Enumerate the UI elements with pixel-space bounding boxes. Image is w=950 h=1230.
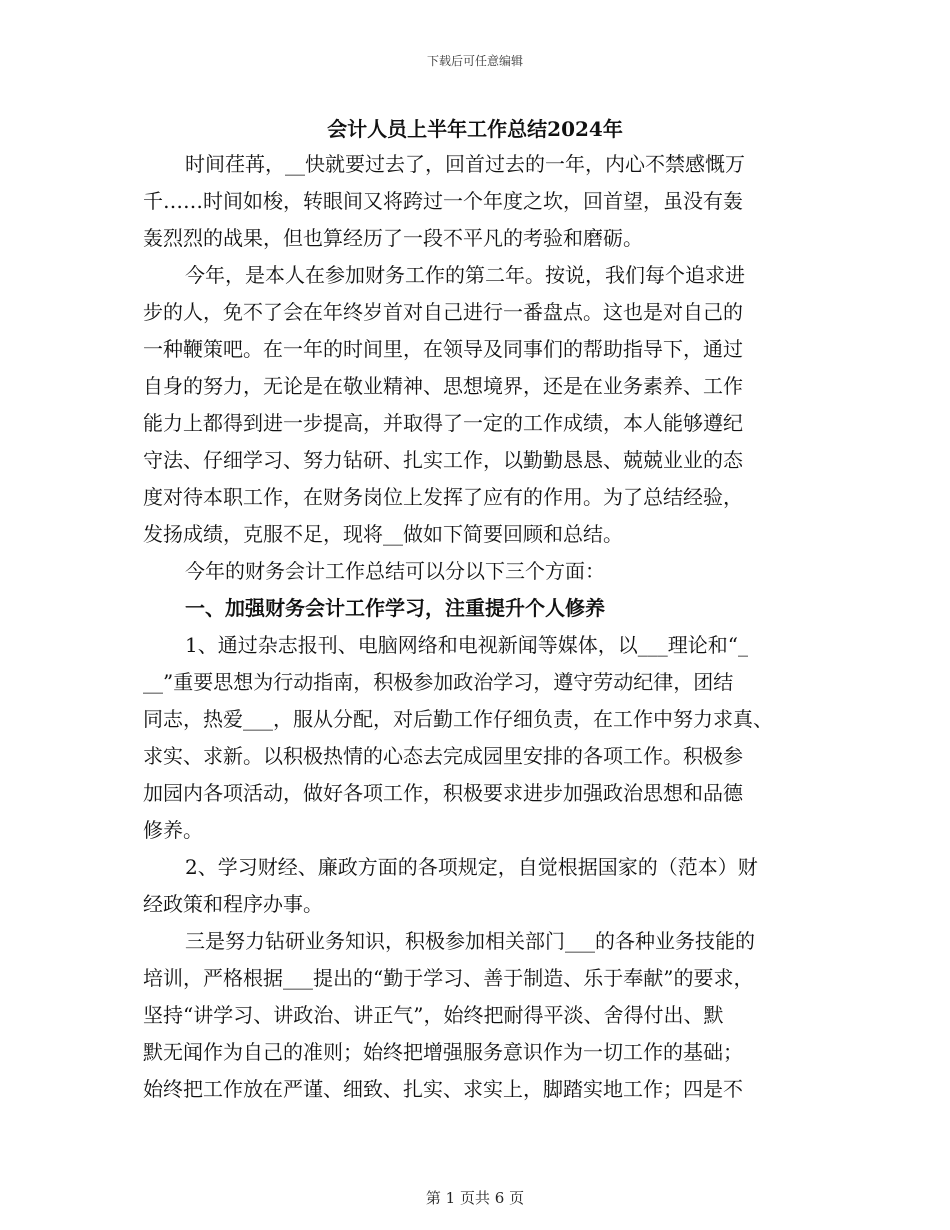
paragraph-line: __”重要思想为行动指南，积极参加政治学习，遵守劳动纪律，团结 bbox=[143, 670, 734, 694]
paragraph-line: 步的人，免不了会在年终岁首对自己进行一番盘点。这也是对自己的 bbox=[143, 300, 743, 324]
paragraph-line: 今年的财务会计工作总结可以分以下三个方面： bbox=[185, 559, 605, 583]
paragraph-line: 一种鞭策吧。在一年的时间里，在领导及同事们的帮助指导下，通过 bbox=[143, 337, 743, 361]
paragraph-line: 默无闻作为自己的准则；始终把增强服务意识作为一切工作的基础； bbox=[143, 1040, 743, 1064]
paragraph-line: 时间荏苒，__快就要过去了，回首过去的一年，内心不禁感慨万 bbox=[185, 152, 745, 176]
paragraph-line: 1、通过杂志报刊、电脑网络和电视新闻等媒体，以___理论和“_ bbox=[185, 633, 748, 657]
paragraph-line: 千……时间如梭，转眼间又将跨过一个年度之坎，回首望，虽没有轰 bbox=[143, 189, 743, 213]
paragraph-line: 自身的努力，无论是在敬业精神、思想境界，还是在业务素养、工作 bbox=[143, 374, 743, 398]
paragraph-line: 守法、仔细学习、努力钻研、扎实工作，以勤勤恳恳、兢兢业业的态 bbox=[143, 448, 743, 472]
document-title: 会计人员上半年工作总结2024年 bbox=[327, 117, 623, 141]
paragraph-line: 2、学习财经、廉政方面的各项规定，自觉根据国家的（范本）财 bbox=[185, 855, 758, 879]
page-footer: 第 1 页共 6 页 bbox=[425, 1189, 525, 1207]
paragraph-line: 今年，是本人在参加财务工作的第二年。按说，我们每个追求进 bbox=[185, 263, 745, 287]
paragraph-line: 修养。 bbox=[143, 818, 203, 842]
paragraph-line: 坚持“讲学习、讲政治、讲正气”，始终把耐得平淡、舍得付出、默 bbox=[143, 1003, 724, 1027]
section-heading: 一、加强财务会计工作学习，注重提升个人修养 bbox=[185, 596, 605, 620]
paragraph-line: 发扬成绩，克服不足，现将__做如下简要回顾和总结。 bbox=[143, 522, 623, 546]
paragraph-line: 度对待本职工作，在财务岗位上发挥了应有的作用。为了总结经验， bbox=[143, 485, 743, 509]
paragraph-line: 同志，热爱___，服从分配，对后勤工作仔细负责，在工作中努力求真、 bbox=[143, 707, 773, 731]
page-header: 下载后可任意编辑 bbox=[426, 54, 523, 68]
paragraph-line: 始终把工作放在严谨、细致、扎实、求实上，脚踏实地工作；四是不 bbox=[143, 1077, 743, 1101]
paragraph-line: 能力上都得到进一步提高，并取得了一定的工作成绩，本人能够遵纪 bbox=[143, 411, 743, 435]
paragraph-line: 加园内各项活动，做好各项工作，积极要求进步加强政治思想和品德 bbox=[143, 781, 743, 805]
paragraph-line: 培训，严格根据___提出的“勤于学习、善于制造、乐于奉献”的要求， bbox=[143, 966, 754, 990]
paragraph-line: 轰烈烈的战果，但也算经历了一段不平凡的考验和磨砺。 bbox=[143, 226, 643, 250]
paragraph-line: 求实、求新。以积极热情的心态去完成园里安排的各项工作。积极参 bbox=[143, 744, 743, 768]
paragraph-line: 经政策和程序办事。 bbox=[143, 892, 323, 916]
paragraph-line: 三是努力钻研业务知识，积极参加相关部门___的各种业务技能的 bbox=[185, 929, 755, 953]
